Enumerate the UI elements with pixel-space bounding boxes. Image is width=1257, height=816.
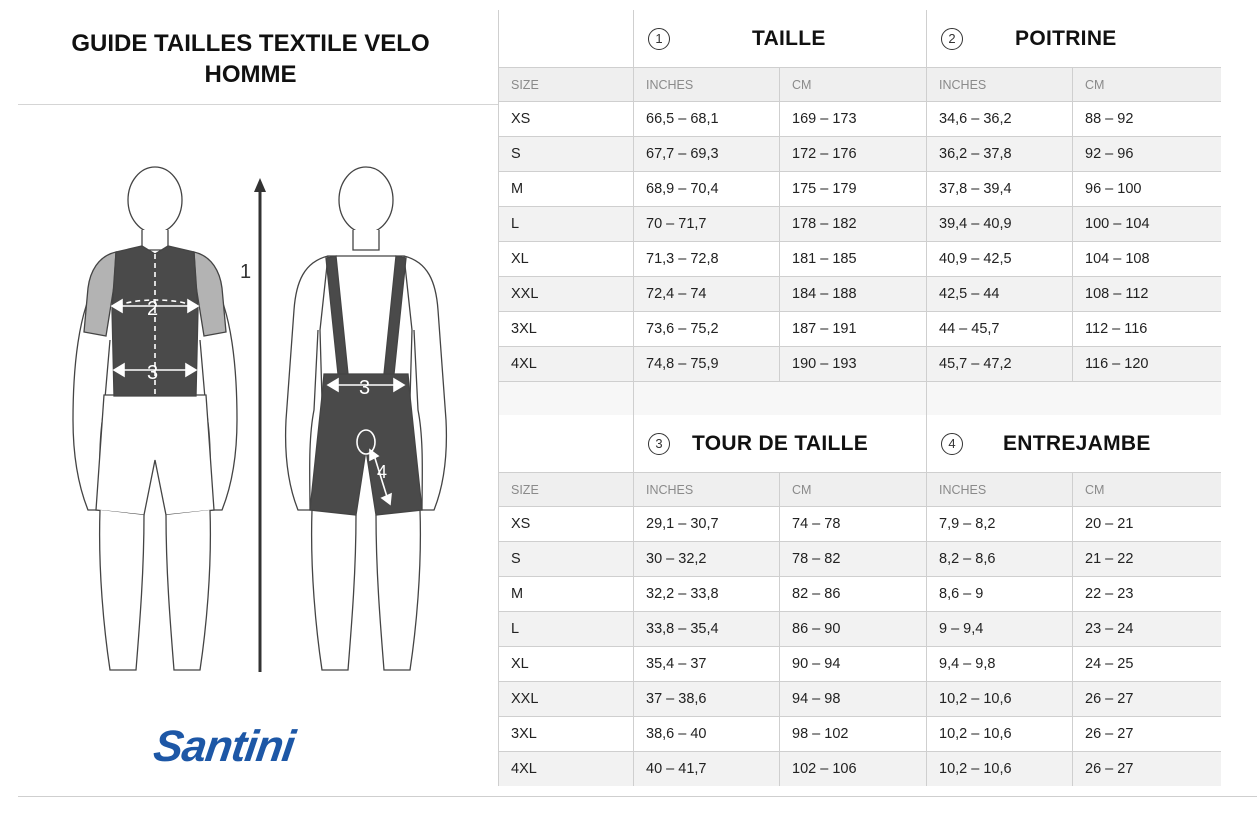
cell-cm: 21 – 22 [1073, 542, 1221, 577]
col-header-size: SIZE [499, 68, 634, 102]
cell-inches: 33,8 – 35,4 [634, 612, 780, 647]
cell-size: 4XL [499, 752, 634, 787]
cell-cm: 96 – 100 [1073, 172, 1221, 207]
cell-cm: 82 – 86 [780, 577, 927, 612]
bottom-divider [18, 796, 1257, 797]
table-1-section-header [499, 10, 1221, 68]
title-line-1: GUIDE TAILLES TEXTILE VELO [71, 30, 430, 57]
cell-cm: 184 – 188 [780, 277, 927, 312]
cell-cm: 26 – 27 [1073, 752, 1221, 787]
cell-inches: 8,6 – 9 [927, 577, 1073, 612]
cell-inches: 10,2 – 10,6 [927, 682, 1073, 717]
col-header-inches: INCHES [927, 473, 1073, 507]
cell-inches: 67,7 – 69,3 [634, 137, 780, 172]
cell-size: M [499, 577, 634, 612]
cell-size: XL [499, 647, 634, 682]
cell-inches: 39,4 – 40,9 [927, 207, 1073, 242]
santini-logo: Santini [150, 722, 298, 771]
cell-inches: 71,3 – 72,8 [634, 242, 780, 277]
table-row [499, 647, 1221, 682]
cell-inches: 30 – 32,2 [634, 542, 780, 577]
cell-inches: 37 – 38,6 [634, 682, 780, 717]
cell-inches: 44 – 45,7 [927, 312, 1073, 347]
cell-inches: 70 – 71,7 [634, 207, 780, 242]
cell-cm: 102 – 106 [780, 752, 927, 787]
cell-cm: 92 – 96 [1073, 137, 1221, 172]
table-2-section-header [499, 415, 1221, 473]
cell-inches: 66,5 – 68,1 [634, 102, 780, 137]
cell-cm: 175 – 179 [780, 172, 927, 207]
cell-inches: 9 – 9,4 [927, 612, 1073, 647]
cell-cm: 169 – 173 [780, 102, 927, 137]
empty-header-cell [499, 415, 634, 473]
cell-size: XXL [499, 277, 634, 312]
size-table-2 [498, 415, 1221, 786]
marker-1-label: 1 [240, 261, 252, 283]
section-title-entrejambe: ENTREJAMBE [1003, 431, 1151, 455]
cell-cm: 172 – 176 [780, 137, 927, 172]
cell-cm: 98 – 102 [780, 717, 927, 752]
cell-inches: 73,6 – 75,2 [634, 312, 780, 347]
cell-cm: 74 – 78 [780, 507, 927, 542]
cell-size: 3XL [499, 312, 634, 347]
table-2-column-headers [499, 473, 1221, 507]
circled-number-1: 1 [648, 28, 670, 50]
cell-inches: 8,2 – 8,6 [927, 542, 1073, 577]
height-arrow [254, 178, 266, 672]
col-header-inches: INCHES [927, 68, 1073, 102]
cell-inches: 36,2 – 37,8 [927, 137, 1073, 172]
table-1-body [499, 102, 1221, 382]
left-panel [18, 10, 498, 796]
table-row [499, 137, 1221, 172]
cell-inches: 10,2 – 10,6 [927, 752, 1073, 787]
cell-cm: 22 – 23 [1073, 577, 1221, 612]
cell-cm: 108 – 112 [1073, 277, 1221, 312]
cell-size: M [499, 172, 634, 207]
cell-size: S [499, 542, 634, 577]
cell-cm: 24 – 25 [1073, 647, 1221, 682]
size-tables [498, 10, 1220, 786]
table-row [499, 242, 1221, 277]
cell-cm: 23 – 24 [1073, 612, 1221, 647]
cell-cm: 26 – 27 [1073, 717, 1221, 752]
col-header-cm: CM [1073, 473, 1221, 507]
table-row [499, 277, 1221, 312]
marker-4-label: 4 [377, 462, 388, 482]
table-row [499, 612, 1221, 647]
cell-size: XS [499, 507, 634, 542]
table-row [499, 172, 1221, 207]
cell-cm: 94 – 98 [780, 682, 927, 717]
table-row [499, 507, 1221, 542]
front-figure [73, 167, 237, 670]
table-row [499, 542, 1221, 577]
circled-number-4: 4 [941, 433, 963, 455]
col-header-cm: CM [1073, 68, 1221, 102]
section-title-poitrine: POITRINE [1015, 26, 1117, 50]
section-header-poitrine [927, 10, 1221, 68]
cell-inches: 74,8 – 75,9 [634, 347, 780, 382]
cell-inches: 29,1 – 30,7 [634, 507, 780, 542]
cell-size: XXL [499, 682, 634, 717]
circled-number-3: 3 [648, 433, 670, 455]
cell-size: 3XL [499, 717, 634, 752]
table-row [499, 717, 1221, 752]
cell-size: L [499, 207, 634, 242]
section-header-taille [634, 10, 927, 68]
cell-inches: 35,4 – 37 [634, 647, 780, 682]
cell-cm: 187 – 191 [780, 312, 927, 347]
cell-inches: 40 – 41,7 [634, 752, 780, 787]
table-row [499, 312, 1221, 347]
section-title-tour-de-taille: TOUR DE TAILLE [692, 431, 869, 455]
table-1-column-headers [499, 68, 1221, 102]
cell-cm: 104 – 108 [1073, 242, 1221, 277]
marker-2-label: 2 [147, 298, 159, 320]
table-spacer-row [499, 382, 1221, 416]
cell-inches: 32,2 – 33,8 [634, 577, 780, 612]
cell-inches: 38,6 – 40 [634, 717, 780, 752]
cell-size: L [499, 612, 634, 647]
cell-cm: 112 – 116 [1073, 312, 1221, 347]
cell-cm: 78 – 82 [780, 542, 927, 577]
cell-inches: 10,2 – 10,6 [927, 717, 1073, 752]
cell-cm: 116 – 120 [1073, 347, 1221, 382]
col-header-cm: CM [780, 68, 927, 102]
cell-cm: 181 – 185 [780, 242, 927, 277]
table-row [499, 102, 1221, 137]
table-row [499, 682, 1221, 717]
cell-size: 4XL [499, 347, 634, 382]
cell-size: S [499, 137, 634, 172]
cell-inches: 37,8 – 39,4 [927, 172, 1073, 207]
section-header-tour-de-taille [634, 415, 927, 473]
cell-cm: 86 – 90 [780, 612, 927, 647]
table-2-body [499, 507, 1221, 787]
cell-inches: 72,4 – 74 [634, 277, 780, 312]
table-row [499, 207, 1221, 242]
col-header-inches: INCHES [634, 68, 780, 102]
marker-3-back-label: 3 [359, 377, 371, 399]
section-header-entrejambe [927, 415, 1221, 473]
cell-cm: 26 – 27 [1073, 682, 1221, 717]
size-table-1 [498, 10, 1221, 415]
col-header-cm: CM [780, 473, 927, 507]
cell-cm: 90 – 94 [780, 647, 927, 682]
cell-cm: 20 – 21 [1073, 507, 1221, 542]
title-line-2: HOMME [204, 61, 297, 88]
cell-inches: 7,9 – 8,2 [927, 507, 1073, 542]
cell-inches: 68,9 – 70,4 [634, 172, 780, 207]
cell-size: XS [499, 102, 634, 137]
cell-inches: 40,9 – 42,5 [927, 242, 1073, 277]
cell-size: XL [499, 242, 634, 277]
cell-inches: 45,7 – 47,2 [927, 347, 1073, 382]
cell-cm: 178 – 182 [780, 207, 927, 242]
empty-header-cell [499, 10, 634, 68]
table-row [499, 752, 1221, 787]
section-title-taille: TAILLE [752, 26, 826, 50]
cell-inches: 34,6 – 36,2 [927, 102, 1073, 137]
col-header-size: SIZE [499, 473, 634, 507]
cell-cm: 190 – 193 [780, 347, 927, 382]
table-row [499, 347, 1221, 382]
circled-number-2: 2 [941, 28, 963, 50]
cell-inches: 9,4 – 9,8 [927, 647, 1073, 682]
table-row [499, 577, 1221, 612]
col-header-inches: INCHES [634, 473, 780, 507]
marker-3-front-label: 3 [147, 362, 159, 384]
measurement-figure [18, 10, 498, 710]
cell-cm: 100 – 104 [1073, 207, 1221, 242]
cell-cm: 88 – 92 [1073, 102, 1221, 137]
cell-inches: 42,5 – 44 [927, 277, 1073, 312]
